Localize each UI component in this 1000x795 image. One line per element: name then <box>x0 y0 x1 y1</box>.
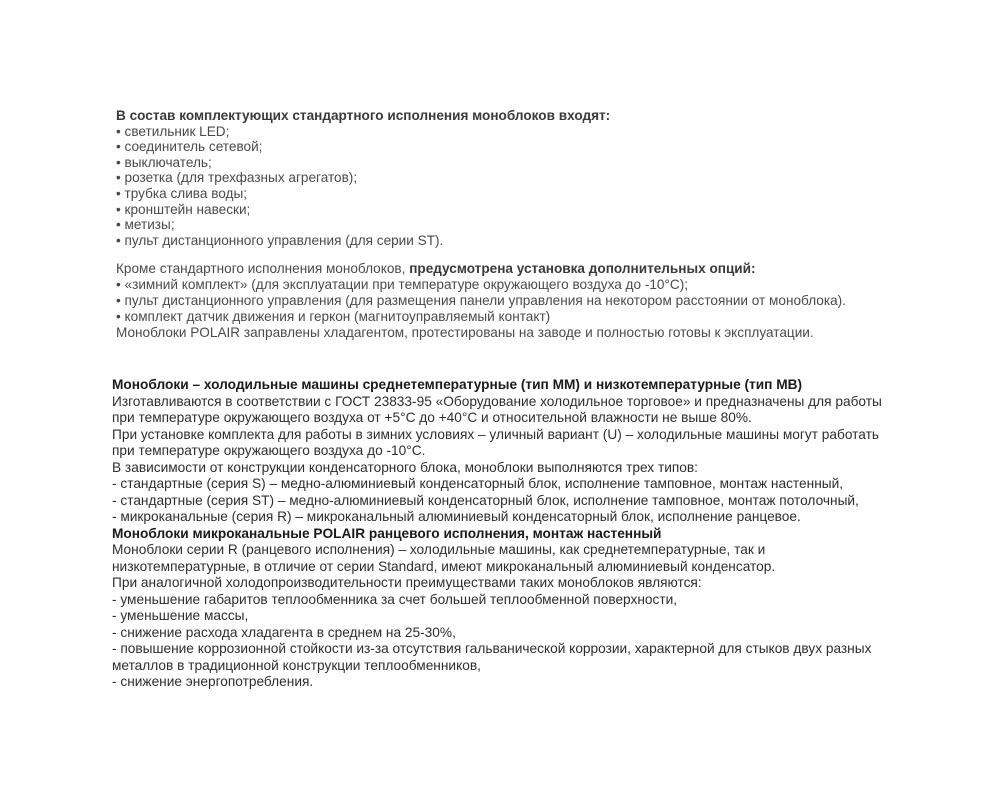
intro-text: Кроме стандартного исполнения моноблоков, <box>116 261 410 276</box>
list-item: - повышение коррозионной стойкости из-за отсутствия гальванической коррозии, характерной для стыков двух разных <box>112 641 872 656</box>
list-item: - уменьшение габаритов теплообменника за счет большей теплообменной поверхности, <box>112 591 678 607</box>
list-item: • выключатель; <box>116 154 212 170</box>
monoblocks-description-section <box>112 377 882 691</box>
standard-components-heading: В состав комплектующих стандартного исполнения моноблоков входят: <box>116 108 611 123</box>
list-item: - снижение расхода хладагента в среднем на 25-30%, <box>112 624 456 640</box>
list-item: • розетка (для трехфазных агрегатов); <box>116 170 358 186</box>
standard-components-section <box>116 108 610 248</box>
list-item: • светильник LED; <box>116 123 230 139</box>
list-item: • соединитель сетевой; <box>116 139 263 155</box>
list-item: - стандартные (серия S) – медно-алюминиевый конденсаторный блок, исполнение тамповное, монтаж настенный, <box>112 476 844 491</box>
list-item: • «зимний комплект» (для эксплуатации при температуре окружающего воздуха до -10°С); <box>116 276 689 292</box>
list-item: • метизы; <box>116 217 175 233</box>
list-item: металлов в традиционной конструкции теплообменников, <box>112 657 481 673</box>
list-item: • кронштейн навески; <box>116 201 251 217</box>
list-item: - стандартные (серия ST) – медно-алюминиевый конденсаторный блок, исполнение тамповное, монтаж потолочный, <box>112 492 859 508</box>
optional-components-intro <box>116 261 846 277</box>
paragraph-line: При установке комплекта для работы в зимних условиях – уличный вариант (U) – холодильные машины могут работать <box>112 426 880 442</box>
polair-ready-note: Моноблоки POLAIR заправлены хладагентом, протестированы на заводе и полностью готовы к эксплуатации. <box>116 324 814 340</box>
paragraph-line: при температуре окружающего воздуха от +5°С до +40°С и относительной влажности не выше 80%. <box>112 410 752 425</box>
optional-components-section <box>116 261 846 341</box>
list-item: • пульт дистанционного управления (для серии ST). <box>116 232 444 248</box>
microchannel-subheading: Моноблоки микроканальные POLAIR ранцевого исполнения, монтаж настенный <box>112 525 662 541</box>
monoblocks-heading: Моноблоки – холодильные машины среднетемпературные (тип ММ) и низкотемпературные (тип МВ) <box>112 377 803 392</box>
list-item: - снижение энергопотребления. <box>112 674 314 689</box>
paragraph-line: низкотемпературные, в отличие от серии Standard, имеют микроканальный алюминиевый конденсатор. <box>112 558 776 574</box>
list-item: - микроканальные (серия R) – микроканальный алюминиевый конденсаторный блок, исполнение ранцевое. <box>112 509 801 524</box>
list-item: - уменьшение массы, <box>112 608 249 623</box>
list-item: • комплект датчик движения и геркон (магнитоуправляемый контакт) <box>116 308 551 324</box>
list-item: • трубка слива воды; <box>116 185 248 201</box>
list-item: • пульт дистанционного управления (для размещения панели управления на некотором расстоянии от моноблока). <box>116 292 846 308</box>
paragraph-line: при температуре окружающего воздуха до -10°С. <box>112 443 426 458</box>
paragraph-line: В зависимости от конструкции конденсаторного блока, моноблоки выполняются трех типов: <box>112 459 698 475</box>
intro-bold-text: предусмотрена установка дополнительных опций: <box>409 261 756 276</box>
paragraph-line: При аналогичной холодопроизводительности преимуществами таких моноблоков являются: <box>112 575 702 590</box>
paragraph-line: Изготавливаются в соответствии с ГОСТ 23833-95 «Оборудование холодильное торговое» и предназначены для работы <box>112 393 882 409</box>
paragraph-line: Моноблоки серии R (ранцевого исполнения) – холодильные машины, как среднетемпературные, так и <box>112 542 766 557</box>
